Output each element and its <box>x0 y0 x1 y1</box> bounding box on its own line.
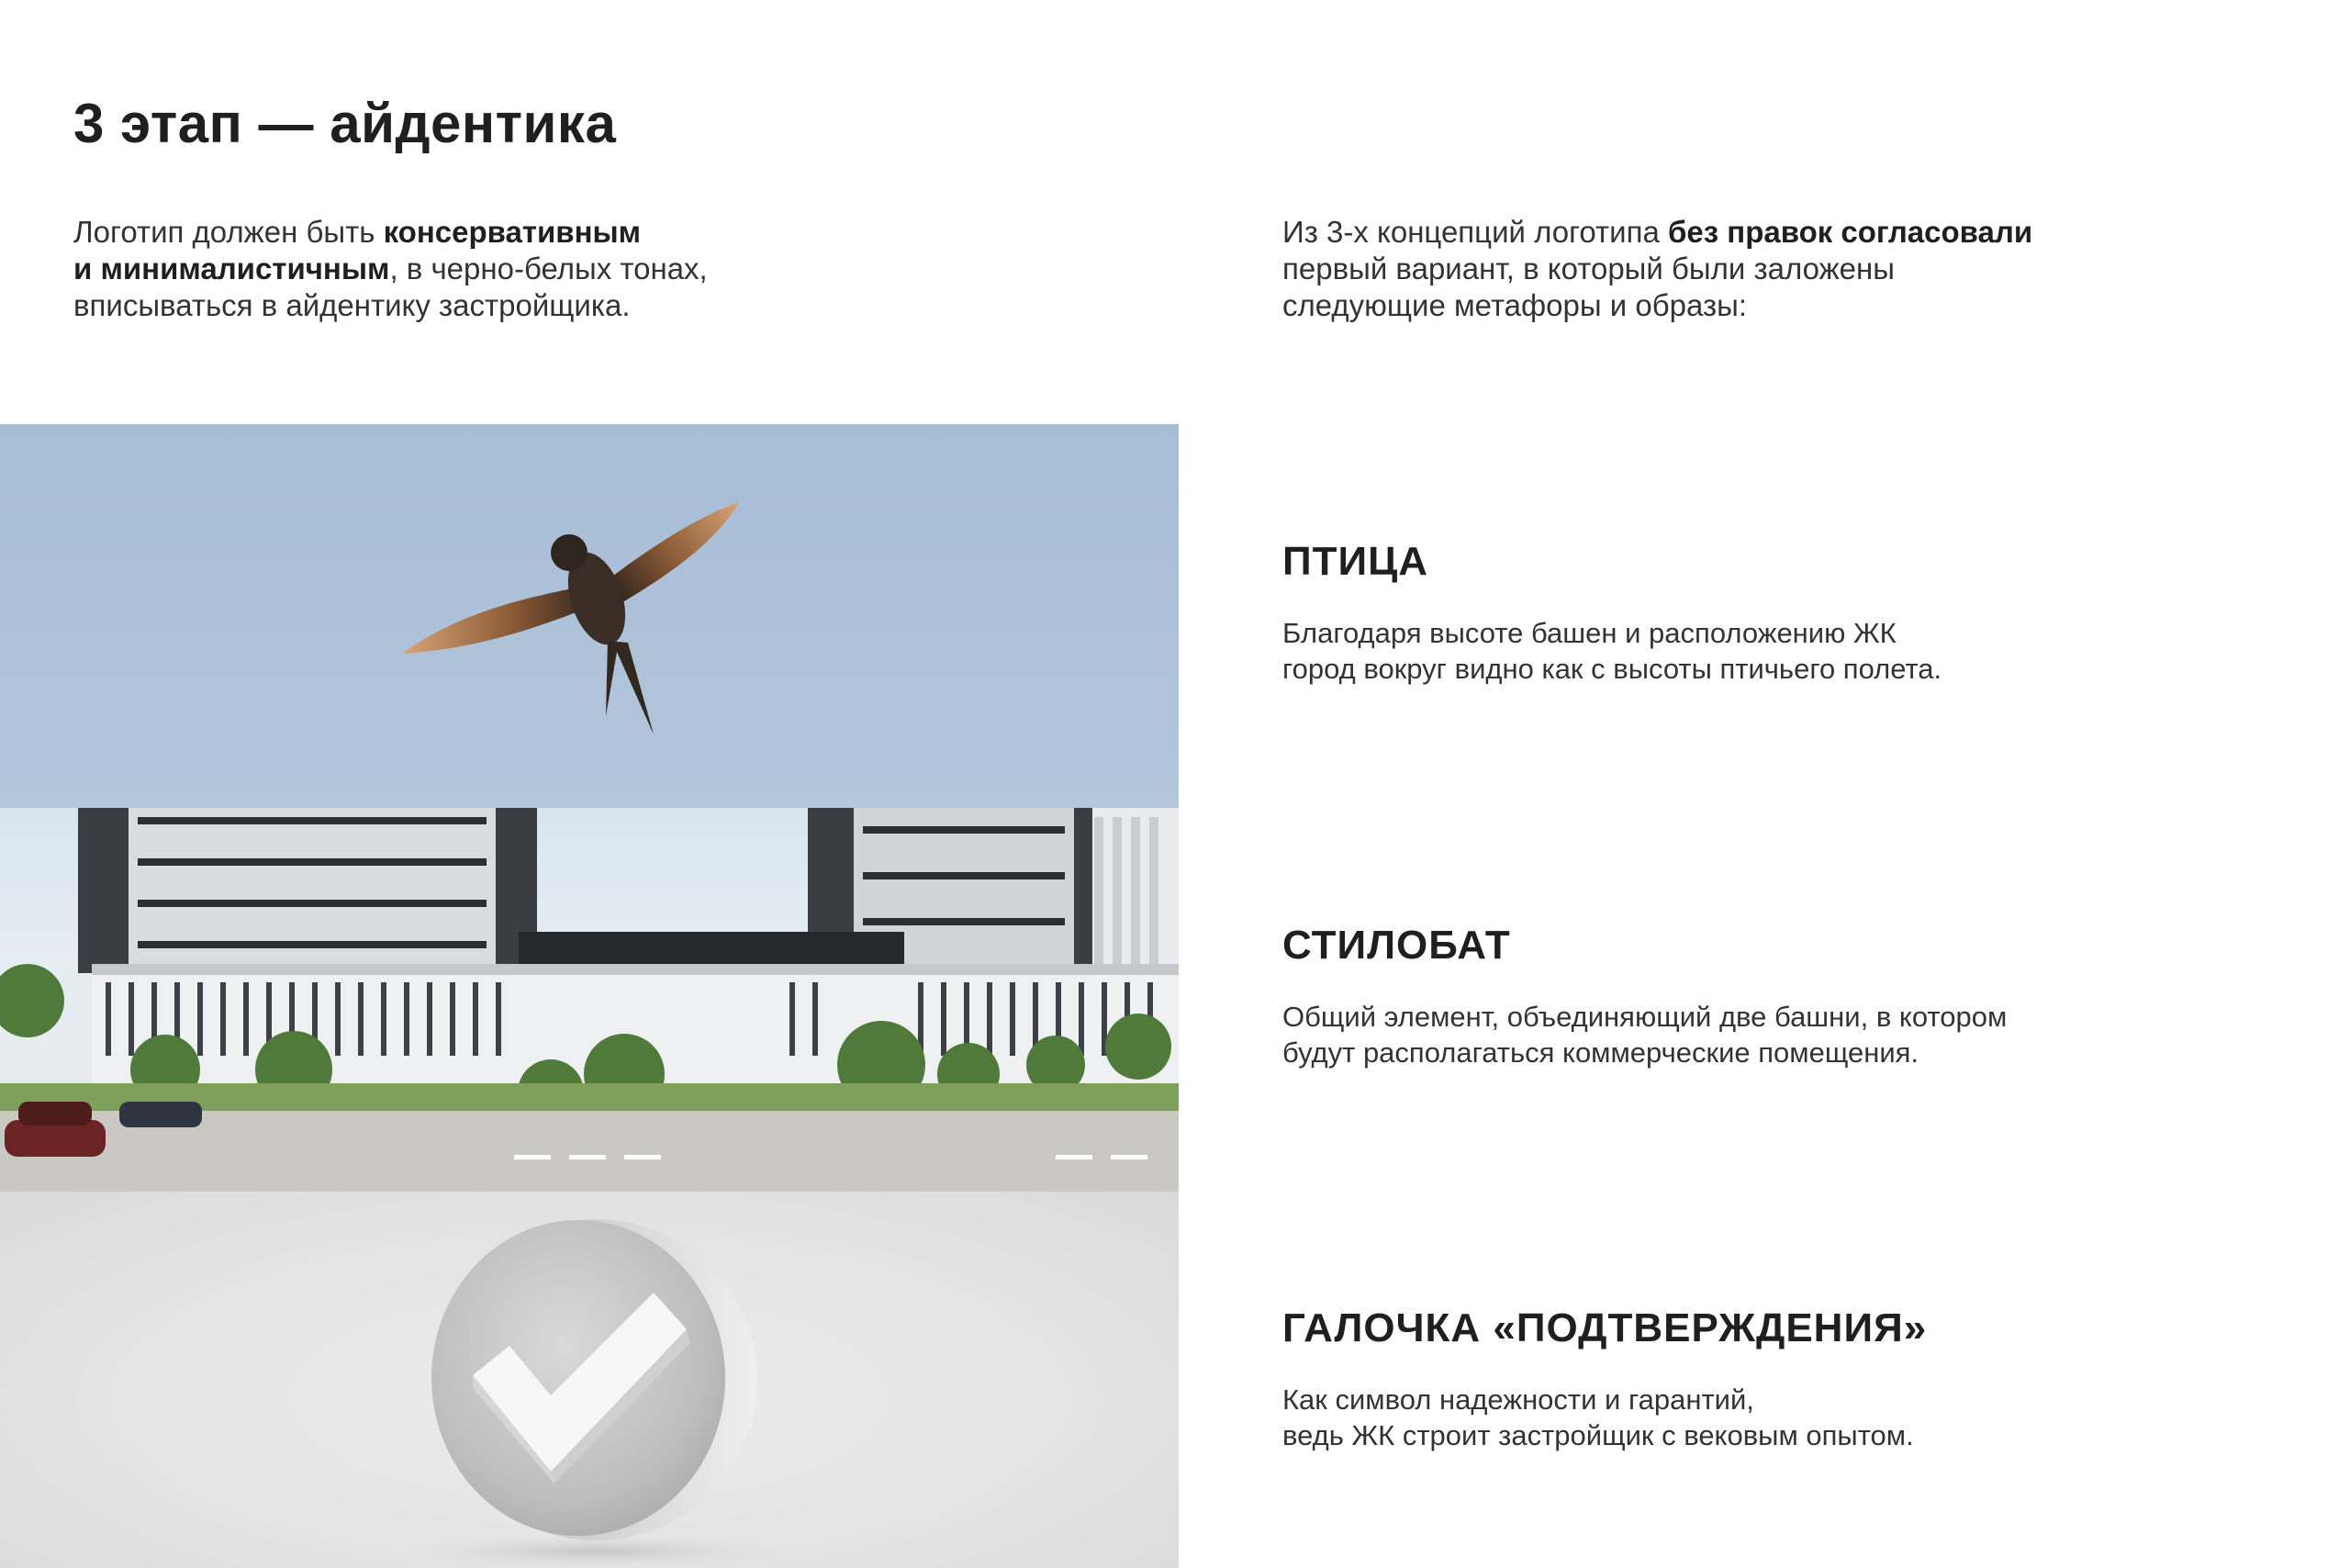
stylobate-render <box>0 808 1179 1192</box>
checkmark-coin-illustration <box>0 1192 1179 1568</box>
stylobate-illustration <box>0 808 1179 1192</box>
feature-stylobate <box>1282 922 2292 1070</box>
bird-photo <box>0 424 1179 808</box>
feature-description: Общий элемент, объединяющий две башни, в котором будут располагаться коммерческие помещения. <box>1282 1001 2008 1069</box>
intro-right-text: Из 3-х концепций логотипа без правок согласовали первый вариант, в который были заложены следующие метафоры и образы: <box>1282 215 2033 322</box>
feature-title: ГАЛОЧКА «ПОДТВЕРЖДЕНИЯ» <box>1282 1305 1928 1350</box>
feature-bird <box>1282 538 2292 687</box>
feature-checkmark <box>1282 1305 2292 1453</box>
bird-illustration <box>0 424 1179 808</box>
feature-title: ПТИЦА <box>1282 539 1429 584</box>
checkmark-coin-render <box>0 1192 1179 1568</box>
page-title: 3 этап — айдентика <box>73 93 617 154</box>
feature-title: СТИЛОБАТ <box>1282 923 1511 968</box>
feature-description: Благодаря высоте башен и расположению ЖК город вокруг видно как с высоты птичьего полета. <box>1282 617 1942 685</box>
feature-description: Как символ надежности и гарантий, ведь ЖК строит застройщик с вековым опытом. <box>1282 1383 1914 1451</box>
intro-left-text: Логотип должен быть консервативным и минималистичным, в черно-белых тонах, вписываться в айдентику застройщика. <box>73 215 708 322</box>
